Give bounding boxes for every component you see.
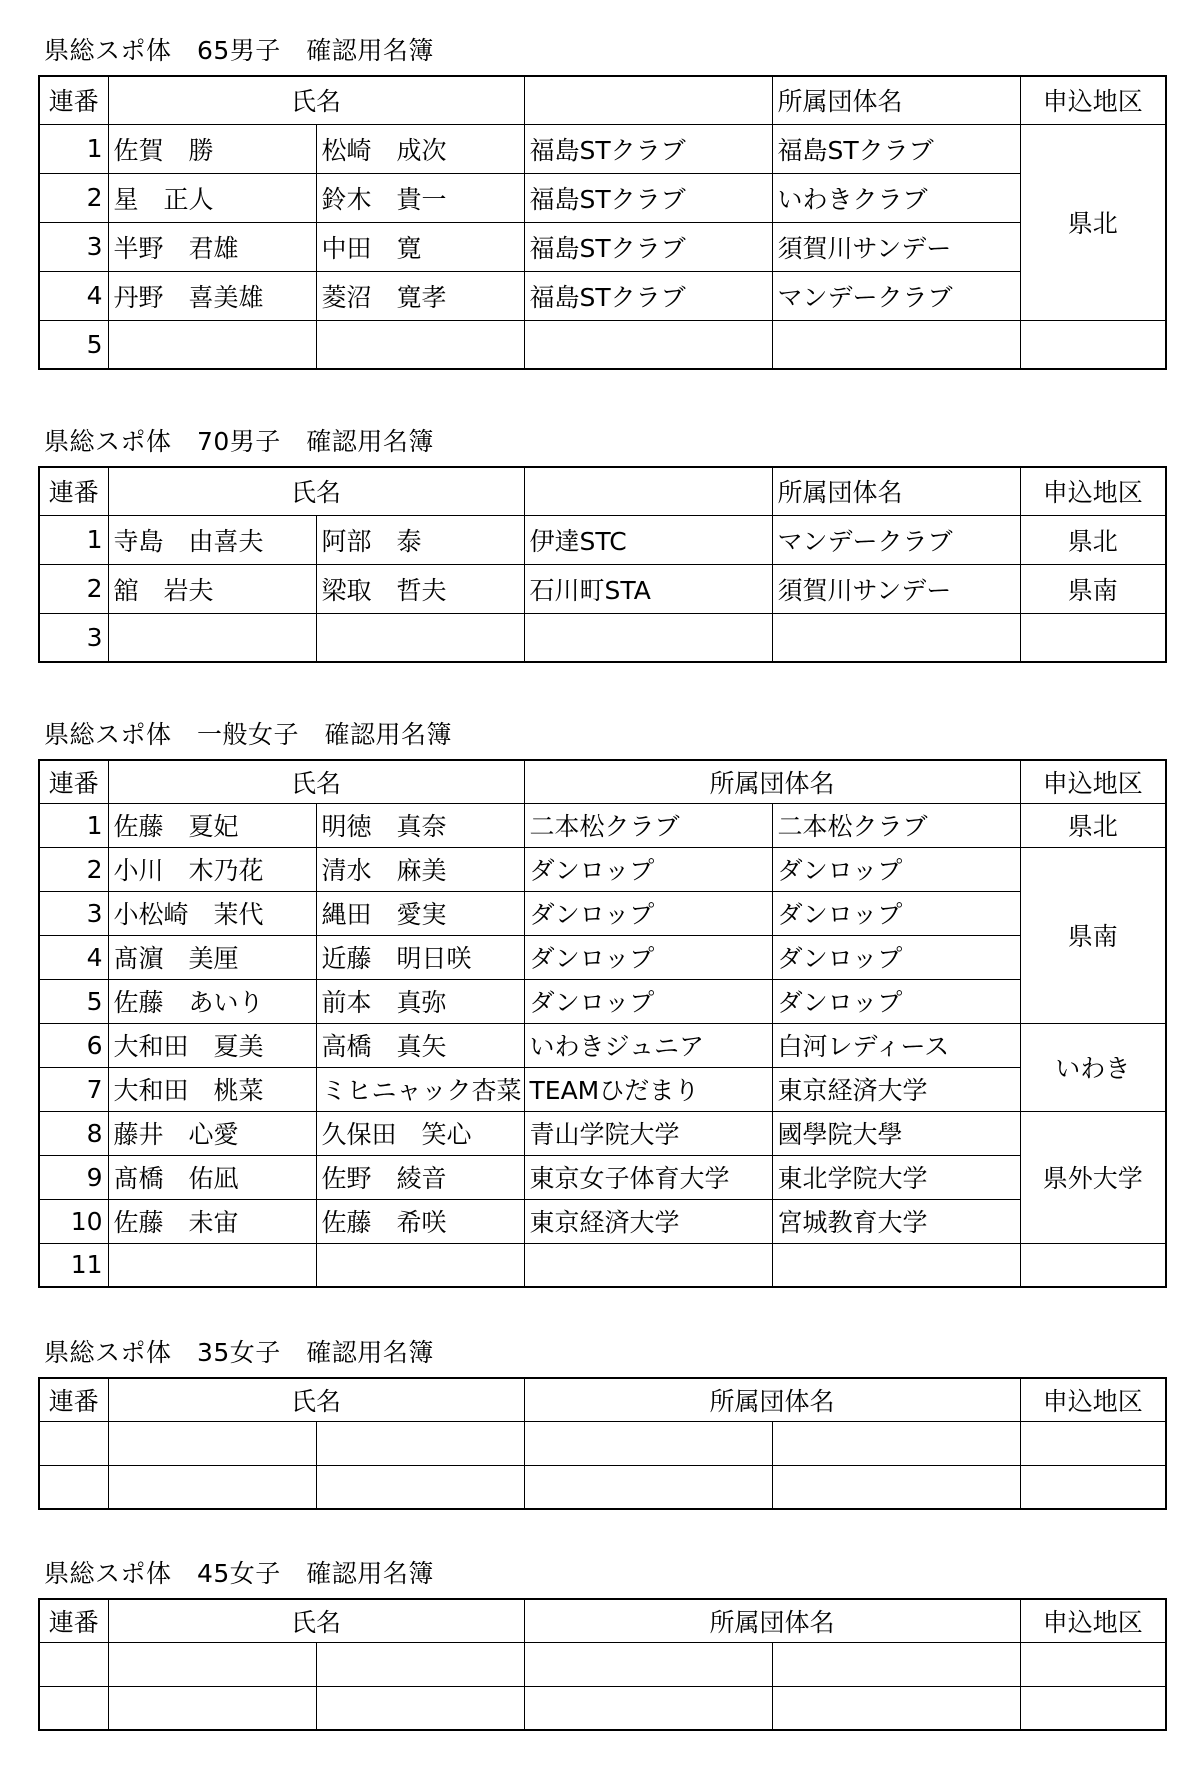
- player1-name: 大和田 桃菜: [108, 1067, 316, 1111]
- player2-club: 白河レディース: [772, 1023, 1020, 1067]
- player2-club: 二本松クラブ: [772, 803, 1020, 847]
- table-row: [39, 803, 1166, 847]
- header-name: 氏名: [108, 1599, 524, 1642]
- header-region: 申込地区: [1020, 76, 1166, 124]
- table-row: [39, 1199, 1166, 1243]
- row-number: 3: [39, 891, 108, 935]
- player1-name: 小川 木乃花: [108, 847, 316, 891]
- region-cell: [1020, 1465, 1166, 1509]
- roster-table: [38, 759, 1167, 1288]
- table-header-row: [39, 760, 1166, 803]
- player2-name: [316, 1686, 524, 1730]
- table-row: [39, 1111, 1166, 1155]
- table-row: [39, 173, 1166, 222]
- player2-name: 久保田 笑心: [316, 1111, 524, 1155]
- player2-name: [316, 1421, 524, 1465]
- region-cell: 県南: [1020, 564, 1166, 613]
- player2-club: 福島STクラブ: [772, 124, 1020, 173]
- row-number: 6: [39, 1023, 108, 1067]
- player2-club: [772, 1465, 1020, 1509]
- player1-name: 半野 君雄: [108, 222, 316, 271]
- region-cell: [1020, 320, 1166, 369]
- player1-club: TEAMひだまり: [524, 1067, 772, 1111]
- table-row: [39, 935, 1166, 979]
- player1-club: 福島STクラブ: [524, 124, 772, 173]
- player1-club: ダンロップ: [524, 891, 772, 935]
- player1-club: [524, 320, 772, 369]
- player1-name: 佐藤 未宙: [108, 1199, 316, 1243]
- player1-club: [524, 1243, 772, 1287]
- player2-name: 梁取 哲夫: [316, 564, 524, 613]
- header-no: 連番: [39, 467, 108, 515]
- table-row: [39, 515, 1166, 564]
- region-cell: [1020, 1243, 1166, 1287]
- row-number: [39, 1421, 108, 1465]
- player2-name: 佐藤 希咲: [316, 1199, 524, 1243]
- row-number: 1: [39, 515, 108, 564]
- header-affiliation: 所属団体名: [772, 76, 1020, 124]
- player1-name: [108, 1686, 316, 1730]
- region-cell: [1020, 1686, 1166, 1730]
- row-number: 4: [39, 271, 108, 320]
- player2-club: マンデークラブ: [772, 515, 1020, 564]
- region-cell: 県外大学: [1020, 1111, 1166, 1243]
- table-header-row: [39, 76, 1166, 124]
- region-cell: いわき: [1020, 1023, 1166, 1111]
- row-number: 11: [39, 1243, 108, 1287]
- player1-name: 丹野 喜美雄: [108, 271, 316, 320]
- row-number: 5: [39, 979, 108, 1023]
- player1-club: 福島STクラブ: [524, 173, 772, 222]
- row-number: 2: [39, 173, 108, 222]
- player2-club: 東北学院大学: [772, 1155, 1020, 1199]
- row-number: 7: [39, 1067, 108, 1111]
- player1-name: 舘 岩夫: [108, 564, 316, 613]
- player1-club: [524, 1642, 772, 1686]
- section-title: 県総スポ体 65男子 確認用名簿: [44, 36, 434, 65]
- header-affiliation: 所属団体名: [772, 467, 1020, 515]
- region-cell: 県北: [1020, 124, 1166, 320]
- player1-name: 星 正人: [108, 173, 316, 222]
- header-no: 連番: [39, 76, 108, 124]
- player2-name: 高橋 真矢: [316, 1023, 524, 1067]
- header-region: 申込地区: [1020, 467, 1166, 515]
- player1-club: 青山学院大学: [524, 1111, 772, 1155]
- row-number: 1: [39, 803, 108, 847]
- player1-name: 髙濵 美厘: [108, 935, 316, 979]
- table-row: [39, 891, 1166, 935]
- table-row: [39, 1155, 1166, 1199]
- table-row: [39, 1067, 1166, 1111]
- section-title: 県総スポ体 35女子 確認用名簿: [44, 1338, 434, 1367]
- table-row: [39, 564, 1166, 613]
- player2-name: 清水 麻美: [316, 847, 524, 891]
- row-number: 5: [39, 320, 108, 369]
- roster-table: [38, 1377, 1167, 1510]
- player1-club: [524, 1686, 772, 1730]
- player1-club: 伊達STC: [524, 515, 772, 564]
- roster-section-35-women: [38, 1336, 1165, 1510]
- player1-name: 小松崎 茉代: [108, 891, 316, 935]
- roster-section-45-women: [38, 1557, 1165, 1731]
- player2-club: [772, 1642, 1020, 1686]
- player2-club: ダンロップ: [772, 979, 1020, 1023]
- player2-name: [316, 1465, 524, 1509]
- player1-name: 寺島 由喜夫: [108, 515, 316, 564]
- player1-club: 福島STクラブ: [524, 222, 772, 271]
- table-row: [39, 222, 1166, 271]
- player2-name: [316, 1243, 524, 1287]
- table-row: [39, 847, 1166, 891]
- player1-name: 髙橋 佑凪: [108, 1155, 316, 1199]
- player1-club: ダンロップ: [524, 935, 772, 979]
- header-no: 連番: [39, 760, 108, 803]
- table-row: [39, 613, 1166, 662]
- player2-name: 明徳 真奈: [316, 803, 524, 847]
- player2-name: 縄田 愛実: [316, 891, 524, 935]
- region-cell: 県南: [1020, 847, 1166, 1023]
- region-cell: 県北: [1020, 803, 1166, 847]
- player1-name: 藤井 心愛: [108, 1111, 316, 1155]
- player2-club: 國學院大學: [772, 1111, 1020, 1155]
- table-row: [39, 1421, 1166, 1465]
- player2-club: [772, 1243, 1020, 1287]
- player1-name: 佐藤 夏妃: [108, 803, 316, 847]
- player1-club: 二本松クラブ: [524, 803, 772, 847]
- player2-name: 松崎 成次: [316, 124, 524, 173]
- player2-name: 佐野 綾音: [316, 1155, 524, 1199]
- player2-club: マンデークラブ: [772, 271, 1020, 320]
- header-blank: [524, 76, 772, 124]
- table-header-row: [39, 1599, 1166, 1642]
- table-row: [39, 1023, 1166, 1067]
- section-title: 県総スポ体 一般女子 確認用名簿: [44, 720, 453, 749]
- table-row: [39, 1465, 1166, 1509]
- header-region: 申込地区: [1020, 760, 1166, 803]
- player2-name: [316, 1642, 524, 1686]
- player1-club: [524, 1421, 772, 1465]
- section-title: 県総スポ体 45女子 確認用名簿: [44, 1559, 434, 1588]
- header-blank: [524, 467, 772, 515]
- row-number: 2: [39, 564, 108, 613]
- region-cell: [1020, 613, 1166, 662]
- region-cell: [1020, 1642, 1166, 1686]
- header-name: 氏名: [108, 1378, 524, 1421]
- header-no: 連番: [39, 1599, 108, 1642]
- roster-section-general-women: [38, 718, 1165, 1288]
- player2-name: 中田 寛: [316, 222, 524, 271]
- region-cell: [1020, 1421, 1166, 1465]
- roster-section-65-men: [38, 34, 1165, 370]
- table-row: [39, 1243, 1166, 1287]
- table-row: [39, 271, 1166, 320]
- row-number: 3: [39, 613, 108, 662]
- player2-club: 東京経済大学: [772, 1067, 1020, 1111]
- table-row: [39, 1642, 1166, 1686]
- player2-name: 菱沼 寛孝: [316, 271, 524, 320]
- row-number: 2: [39, 847, 108, 891]
- player2-club: 須賀川サンデー: [772, 564, 1020, 613]
- player1-club: [524, 613, 772, 662]
- player2-name: 前本 真弥: [316, 979, 524, 1023]
- player2-name: [316, 320, 524, 369]
- header-name: 氏名: [108, 467, 524, 515]
- roster-table: [38, 466, 1167, 663]
- row-number: 8: [39, 1111, 108, 1155]
- header-affiliation: 所属団体名: [524, 1378, 1020, 1421]
- header-no: 連番: [39, 1378, 108, 1421]
- roster-table: [38, 1598, 1167, 1731]
- player1-name: [108, 1465, 316, 1509]
- player1-name: [108, 320, 316, 369]
- roster-table: [38, 75, 1167, 370]
- player1-club: 石川町STA: [524, 564, 772, 613]
- row-number: 4: [39, 935, 108, 979]
- header-region: 申込地区: [1020, 1599, 1166, 1642]
- header-affiliation: 所属団体名: [524, 760, 1020, 803]
- player1-name: [108, 1421, 316, 1465]
- table-row: [39, 124, 1166, 173]
- table-row: [39, 1686, 1166, 1730]
- player2-club: ダンロップ: [772, 847, 1020, 891]
- player2-club: [772, 613, 1020, 662]
- player1-name: 佐賀 勝: [108, 124, 316, 173]
- player1-club: ダンロップ: [524, 979, 772, 1023]
- player2-name: [316, 613, 524, 662]
- row-number: [39, 1465, 108, 1509]
- player1-club: 東京経済大学: [524, 1199, 772, 1243]
- player2-club: ダンロップ: [772, 891, 1020, 935]
- player2-club: ダンロップ: [772, 935, 1020, 979]
- table-row: [39, 320, 1166, 369]
- player2-club: [772, 1421, 1020, 1465]
- row-number: 10: [39, 1199, 108, 1243]
- player2-club: [772, 320, 1020, 369]
- row-number: 9: [39, 1155, 108, 1199]
- player1-name: [108, 1642, 316, 1686]
- row-number: [39, 1686, 108, 1730]
- player2-club: いわきクラブ: [772, 173, 1020, 222]
- player2-name: 近藤 明日咲: [316, 935, 524, 979]
- player1-name: 佐藤 あいり: [108, 979, 316, 1023]
- player2-club: [772, 1686, 1020, 1730]
- row-number: [39, 1642, 108, 1686]
- player1-name: [108, 1243, 316, 1287]
- player1-club: いわきジュニア: [524, 1023, 772, 1067]
- table-row: [39, 979, 1166, 1023]
- roster-section-70-men: [38, 425, 1165, 663]
- row-number: 1: [39, 124, 108, 173]
- header-name: 氏名: [108, 76, 524, 124]
- player1-club: ダンロップ: [524, 847, 772, 891]
- header-name: 氏名: [108, 760, 524, 803]
- player2-name: ミヒニャック杏菜: [316, 1067, 524, 1111]
- player1-name: 大和田 夏美: [108, 1023, 316, 1067]
- player1-club: [524, 1465, 772, 1509]
- row-number: 3: [39, 222, 108, 271]
- player2-name: 鈴木 貴一: [316, 173, 524, 222]
- player1-club: 福島STクラブ: [524, 271, 772, 320]
- table-header-row: [39, 1378, 1166, 1421]
- player2-club: 宮城教育大学: [772, 1199, 1020, 1243]
- region-cell: 県北: [1020, 515, 1166, 564]
- header-affiliation: 所属団体名: [524, 1599, 1020, 1642]
- header-region: 申込地区: [1020, 1378, 1166, 1421]
- player1-name: [108, 613, 316, 662]
- section-title: 県総スポ体 70男子 確認用名簿: [44, 427, 434, 456]
- table-header-row: [39, 467, 1166, 515]
- player1-club: 東京女子体育大学: [524, 1155, 772, 1199]
- player2-name: 阿部 泰: [316, 515, 524, 564]
- player2-club: 須賀川サンデー: [772, 222, 1020, 271]
